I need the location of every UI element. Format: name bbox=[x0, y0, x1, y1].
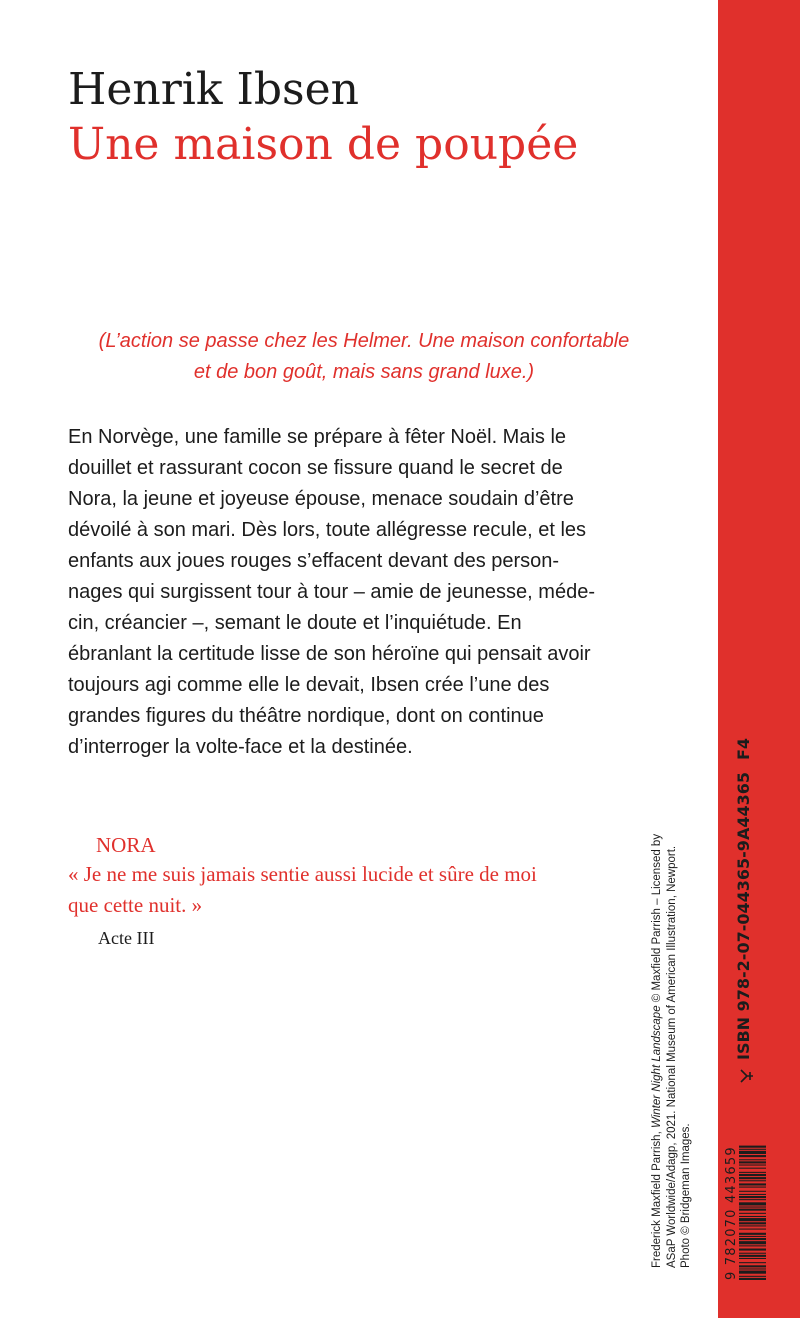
isbn-number: ISBN 978-2-07-044365-9 bbox=[734, 840, 753, 1060]
blurb-line: ébranlant la certitude lisse de son héroïne qui pensait avoir bbox=[68, 643, 591, 665]
barcode-bar bbox=[739, 1255, 766, 1257]
barcode-bar bbox=[739, 1213, 766, 1214]
barcode-bar bbox=[739, 1194, 766, 1195]
barcode-bar bbox=[739, 1268, 766, 1269]
barcode-bars bbox=[739, 1094, 766, 1280]
author-name: Henrik Ibsen bbox=[68, 64, 360, 115]
barcode-bar bbox=[739, 1233, 766, 1235]
barcode-bar bbox=[739, 1191, 766, 1192]
barcode-bar bbox=[739, 1146, 766, 1148]
barcode-bar bbox=[739, 1236, 766, 1237]
image-credits bbox=[650, 768, 694, 1268]
barcode-bar bbox=[739, 1245, 766, 1246]
barcode-bar bbox=[739, 1253, 766, 1254]
blurb-line: dévoilé à son mari. Dès lors, toute allégresse recule, et les bbox=[68, 519, 587, 541]
stage-direction bbox=[64, 326, 664, 388]
blurb-line: cin, créancier –, semant le doute et l’inquiétude. En bbox=[68, 612, 522, 634]
barcode-digits: 9 782070 443659 bbox=[724, 1146, 739, 1280]
credits-line: Photo © Bridgeman Images. bbox=[680, 1123, 692, 1268]
credits-line: ASaP Worldwide/Adagp, 2021. National Museum of American Illustration, Newport. bbox=[665, 845, 678, 1268]
quote-source-act: Acte III bbox=[98, 928, 155, 948]
blurb-line: grandes figures du théâtre nordique, dont on continue bbox=[68, 705, 544, 727]
barcode-bar bbox=[739, 1238, 766, 1240]
barcode-bar bbox=[739, 1151, 766, 1154]
barcode-bar bbox=[739, 1216, 766, 1217]
blurb-line: nages qui surgissent tour à tour – amie de jeunesse, méde- bbox=[68, 581, 595, 603]
barcode-bar bbox=[739, 1218, 766, 1221]
barcode-bar bbox=[739, 1172, 766, 1173]
quote-line: « Je ne me suis jamais sentie aussi lucide et sûre de moi bbox=[68, 862, 537, 886]
barcode-bar bbox=[739, 1149, 766, 1150]
blurb-line: En Norvège, une famille se prépare à fêter Noël. Mais le bbox=[68, 426, 567, 448]
barcode-bar bbox=[739, 1155, 766, 1157]
barcode-bar bbox=[739, 1196, 766, 1198]
barcode-bar bbox=[739, 1262, 766, 1263]
barcode-bar bbox=[739, 1177, 766, 1179]
barcode-bar bbox=[739, 1241, 766, 1244]
credits-line: Frederick Maxfield Parrish, Winter Night Landscape © Maxfield Parrish – Licensed by bbox=[651, 833, 663, 1268]
barcode-bar bbox=[739, 1187, 766, 1188]
isbn-line bbox=[734, 738, 756, 1060]
barcode-bar bbox=[739, 1207, 766, 1208]
barcode-bar bbox=[739, 1225, 766, 1226]
barcode-bar bbox=[739, 1165, 766, 1166]
barcode-bar bbox=[739, 1229, 766, 1230]
stage-direction-line: et de bon goût, mais sans grand luxe.) bbox=[193, 361, 535, 383]
barcode-bar bbox=[739, 1222, 766, 1224]
barcode-bar bbox=[739, 1183, 766, 1185]
barcode-bar bbox=[739, 1161, 766, 1163]
barcode-bar bbox=[739, 1202, 766, 1205]
blurb-line: enfants aux joues rouges s’effacent devant des person- bbox=[68, 550, 560, 572]
blurb bbox=[68, 422, 638, 763]
quote-line: que cette nuit. » bbox=[68, 893, 203, 917]
publisher-logo-icon bbox=[738, 1068, 754, 1084]
barcode-bar bbox=[739, 1209, 766, 1211]
blurb-line: toujours agi comme elle le devait, Ibsen crée l’une des bbox=[68, 674, 550, 696]
quote bbox=[68, 859, 628, 921]
product-code: A44365 bbox=[734, 771, 753, 840]
barcode-bar bbox=[739, 1159, 766, 1160]
barcode-bar bbox=[739, 1180, 766, 1181]
book-title: Une maison de poupée bbox=[68, 119, 579, 170]
barcode-bar bbox=[739, 1199, 766, 1200]
blurb-line: d’interroger la volte-face et la destinée. bbox=[68, 736, 413, 758]
category-code: F4 bbox=[734, 737, 753, 760]
barcode-bar bbox=[739, 1174, 766, 1176]
stage-direction-line: (L’action se passe chez les Helmer. Une maison confortable bbox=[98, 330, 630, 352]
barcode-bar bbox=[739, 1265, 766, 1267]
barcode-bar bbox=[739, 1249, 766, 1251]
blurb-line: douillet et rassurant cocon se fissure quand le secret de bbox=[68, 457, 563, 479]
barcode-bar bbox=[739, 1271, 766, 1274]
vertical-credits-block bbox=[650, 737, 766, 1280]
barcode-bar bbox=[739, 1168, 766, 1169]
blurb-line: Nora, la jeune et joyeuse épouse, menace soudain d’être bbox=[68, 488, 574, 510]
barcode-bar bbox=[739, 1278, 766, 1280]
barcode-bar bbox=[739, 1258, 766, 1259]
quote-speaker: NORA bbox=[96, 833, 156, 857]
barcode-bar bbox=[739, 1276, 766, 1277]
